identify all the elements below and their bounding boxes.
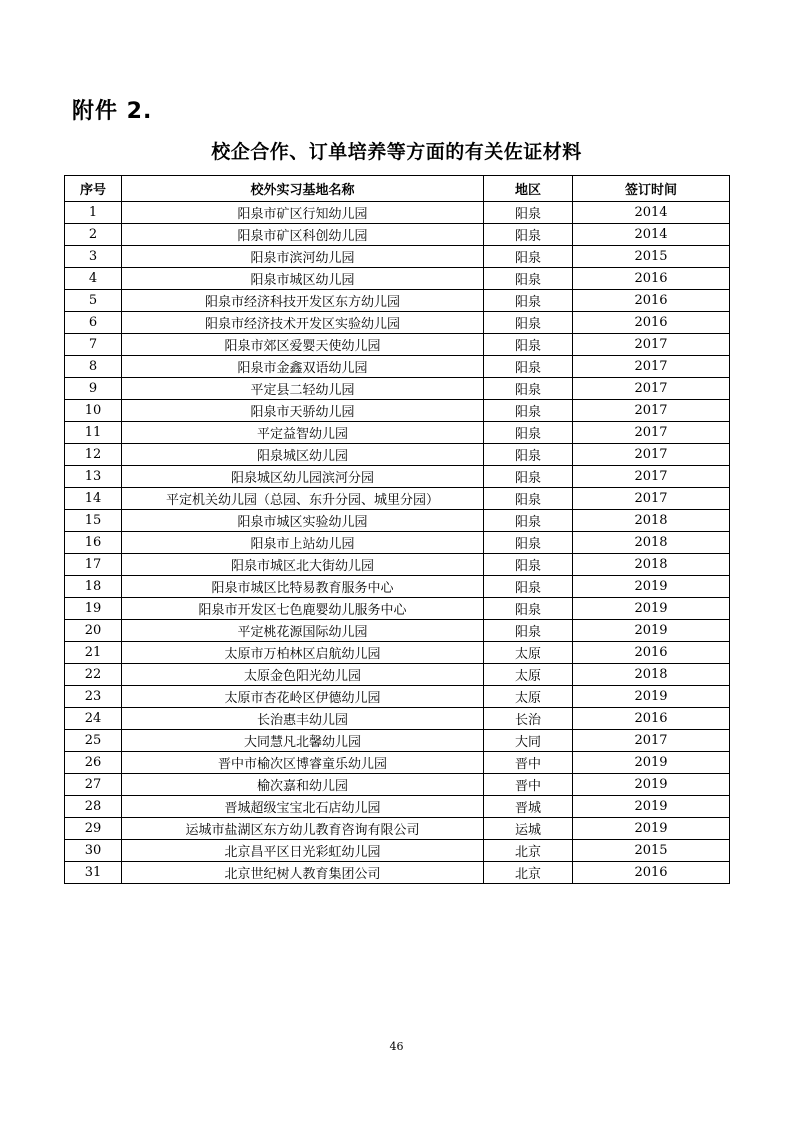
cell-region: 阳泉 [484,510,573,532]
cell-base-name: 太原市杏花岭区伊德幼儿园 [122,686,484,708]
table-row [65,400,730,422]
cell-base-name: 阳泉城区幼儿园滨河分园 [122,466,484,488]
cell-signing-year: 2015 [573,246,730,268]
cell-region: 太原 [484,664,573,686]
cell-region: 阳泉 [484,312,573,334]
cell-base-name: 太原市万柏林区启航幼儿园 [122,642,484,664]
cell-serial-number: 11 [65,422,122,444]
cell-base-name: 平定县二轻幼儿园 [122,378,484,400]
cell-region: 阳泉 [484,488,573,510]
cell-region: 阳泉 [484,576,573,598]
cell-serial-number: 19 [65,598,122,620]
cell-serial-number: 30 [65,840,122,862]
table-row [65,796,730,818]
cell-base-name: 阳泉市开发区七色鹿婴幼儿服务中心 [122,598,484,620]
cell-base-name: 平定机关幼儿园（总园、东升分园、城里分园） [122,488,484,510]
table-row [65,422,730,444]
cell-signing-year: 2019 [573,796,730,818]
cell-region: 阳泉 [484,246,573,268]
cell-base-name: 阳泉市经济技术开发区实验幼儿园 [122,312,484,334]
table-row [65,642,730,664]
cell-signing-year: 2014 [573,224,730,246]
cell-serial-number: 26 [65,752,122,774]
cell-base-name: 北京昌平区日光彩虹幼儿园 [122,840,484,862]
table-row [65,378,730,400]
cell-base-name: 阳泉市经济科技开发区东方幼儿园 [122,290,484,312]
cell-region: 晋中 [484,774,573,796]
cell-serial-number: 25 [65,730,122,752]
cell-signing-year: 2019 [573,576,730,598]
cell-serial-number: 24 [65,708,122,730]
table-row [65,466,730,488]
table-row [65,312,730,334]
cell-region: 阳泉 [484,290,573,312]
cell-signing-year: 2019 [573,774,730,796]
cell-signing-year: 2018 [573,554,730,576]
cell-serial-number: 14 [65,488,122,510]
cell-base-name: 阳泉市矿区行知幼儿园 [122,202,484,224]
cell-base-name: 北京世纪树人教育集团公司 [122,862,484,884]
cell-signing-year: 2016 [573,268,730,290]
cell-signing-year: 2017 [573,730,730,752]
cell-serial-number: 22 [65,664,122,686]
cell-serial-number: 1 [65,202,122,224]
table-row [65,268,730,290]
cell-serial-number: 29 [65,818,122,840]
cell-signing-year: 2017 [573,356,730,378]
cell-serial-number: 4 [65,268,122,290]
cell-region: 阳泉 [484,444,573,466]
cell-base-name: 阳泉市矿区科创幼儿园 [122,224,484,246]
cell-base-name: 平定桃花源国际幼儿园 [122,620,484,642]
cell-region: 阳泉 [484,466,573,488]
cell-serial-number: 18 [65,576,122,598]
cell-region: 晋中 [484,752,573,774]
cell-signing-year: 2016 [573,862,730,884]
cell-signing-year: 2019 [573,818,730,840]
cell-serial-number: 3 [65,246,122,268]
cell-base-name: 大同慧凡北馨幼儿园 [122,730,484,752]
table-row [65,246,730,268]
cell-base-name: 阳泉城区幼儿园 [122,444,484,466]
table-row [65,554,730,576]
cell-signing-year: 2016 [573,290,730,312]
cell-signing-year: 2017 [573,488,730,510]
table-row [65,334,730,356]
cell-base-name: 平定益智幼儿园 [122,422,484,444]
cell-region: 阳泉 [484,532,573,554]
table-row [65,840,730,862]
cell-serial-number: 16 [65,532,122,554]
cell-base-name: 阳泉市城区实验幼儿园 [122,510,484,532]
cell-base-name: 阳泉市城区幼儿园 [122,268,484,290]
table-row [65,620,730,642]
cell-region: 太原 [484,686,573,708]
table-row [65,730,730,752]
cell-region: 阳泉 [484,224,573,246]
cell-serial-number: 20 [65,620,122,642]
table-row [65,708,730,730]
table-row [65,576,730,598]
cell-serial-number: 2 [65,224,122,246]
cell-base-name: 阳泉市天骄幼儿园 [122,400,484,422]
page-number: 46 [389,1040,404,1053]
cell-signing-year: 2019 [573,620,730,642]
table-row [65,202,730,224]
table-row [65,290,730,312]
cell-signing-year: 2014 [573,202,730,224]
internship-base-table [64,175,730,884]
cell-serial-number: 21 [65,642,122,664]
cell-signing-year: 2017 [573,334,730,356]
cell-region: 北京 [484,840,573,862]
cell-signing-year: 2016 [573,708,730,730]
cell-base-name: 阳泉市上站幼儿园 [122,532,484,554]
cell-base-name: 阳泉市金鑫双语幼儿园 [122,356,484,378]
cell-signing-year: 2018 [573,510,730,532]
cell-serial-number: 8 [65,356,122,378]
cell-serial-number: 12 [65,444,122,466]
table-row [65,774,730,796]
table-row [65,818,730,840]
cell-base-name: 晋中市榆次区博睿童乐幼儿园 [122,752,484,774]
cell-serial-number: 10 [65,400,122,422]
cell-region: 阳泉 [484,268,573,290]
header-region: 地区 [484,176,573,202]
cell-signing-year: 2017 [573,400,730,422]
cell-serial-number: 17 [65,554,122,576]
table-row [65,356,730,378]
cell-base-name: 阳泉市城区北大街幼儿园 [122,554,484,576]
table-header-row [65,176,730,202]
table-row [65,686,730,708]
cell-serial-number: 23 [65,686,122,708]
cell-signing-year: 2015 [573,840,730,862]
header-serial-number: 序号 [65,176,122,202]
cell-base-name: 运城市盐湖区东方幼儿教育咨询有限公司 [122,818,484,840]
cell-signing-year: 2018 [573,532,730,554]
cell-region: 阳泉 [484,334,573,356]
cell-serial-number: 27 [65,774,122,796]
cell-base-name: 榆次嘉和幼儿园 [122,774,484,796]
cell-region: 阳泉 [484,202,573,224]
cell-base-name: 晋城超级宝宝北石店幼儿园 [122,796,484,818]
cell-serial-number: 7 [65,334,122,356]
cell-region: 阳泉 [484,598,573,620]
cell-signing-year: 2016 [573,312,730,334]
cell-signing-year: 2017 [573,466,730,488]
cell-region: 北京 [484,862,573,884]
cell-region: 阳泉 [484,422,573,444]
table-row [65,488,730,510]
cell-serial-number: 9 [65,378,122,400]
table-row [65,664,730,686]
cell-signing-year: 2017 [573,422,730,444]
cell-region: 阳泉 [484,400,573,422]
cell-signing-year: 2017 [573,444,730,466]
cell-region: 阳泉 [484,554,573,576]
cell-region: 阳泉 [484,378,573,400]
table-row [65,532,730,554]
cell-serial-number: 13 [65,466,122,488]
cell-region: 长治 [484,708,573,730]
cell-base-name: 阳泉市滨河幼儿园 [122,246,484,268]
cell-region: 太原 [484,642,573,664]
table-row [65,598,730,620]
cell-signing-year: 2018 [573,664,730,686]
cell-region: 阳泉 [484,356,573,378]
header-base-name: 校外实习基地名称 [122,176,484,202]
cell-region: 运城 [484,818,573,840]
cell-region: 大同 [484,730,573,752]
cell-signing-year: 2019 [573,752,730,774]
document-title: 校企合作、订单培养等方面的有关佐证材料 [211,141,582,163]
cell-region: 晋城 [484,796,573,818]
cell-signing-year: 2016 [573,642,730,664]
cell-base-name: 长治惠丰幼儿园 [122,708,484,730]
table-row [65,510,730,532]
cell-base-name: 阳泉市城区比特易教育服务中心 [122,576,484,598]
cell-serial-number: 5 [65,290,122,312]
cell-signing-year: 2019 [573,598,730,620]
cell-signing-year: 2017 [573,378,730,400]
cell-serial-number: 15 [65,510,122,532]
attachment-label: 附件 2. [72,99,153,124]
cell-serial-number: 6 [65,312,122,334]
cell-signing-year: 2019 [573,686,730,708]
cell-base-name: 阳泉市郊区爱婴天使幼儿园 [122,334,484,356]
cell-serial-number: 28 [65,796,122,818]
header-signing-year: 签订时间 [573,176,730,202]
table-row [65,224,730,246]
cell-base-name: 太原金色阳光幼儿园 [122,664,484,686]
table-body [65,202,730,884]
table-row [65,862,730,884]
cell-region: 阳泉 [484,620,573,642]
cell-serial-number: 31 [65,862,122,884]
table-row [65,444,730,466]
table-row [65,752,730,774]
